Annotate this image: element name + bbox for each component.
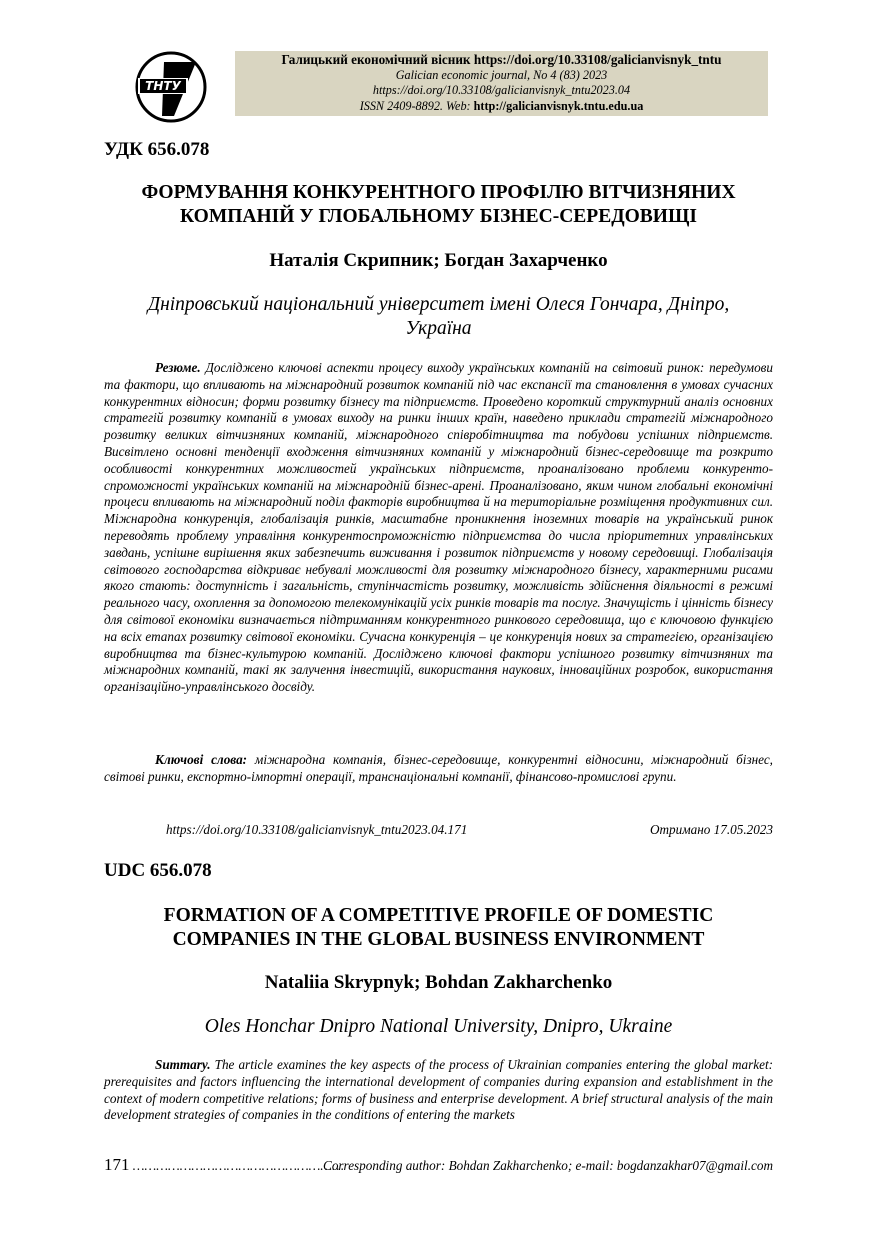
title-en-line1: FORMATION OF A COMPETITIVE PROFILE OF DOMESTIC	[163, 905, 714, 926]
keywords-ua	[104, 752, 773, 786]
udc-en: UDC 656.078	[104, 860, 212, 881]
journal-logo	[134, 50, 208, 124]
affiliation-ua: Дніпровський національний університет імені Олеся Гончара, Дніпро, Україна	[147, 294, 730, 339]
summary-en-label: Summary.	[155, 1057, 211, 1072]
journal-header	[235, 51, 768, 116]
corresponding-author: Corresponding author: Bohdan Zakharchenko; e-mail: bogdanzakhar07@gmail.com	[323, 1158, 773, 1173]
logo-text: ТНТУ	[145, 79, 181, 93]
journal-header-line4	[235, 99, 768, 115]
page-footer	[104, 1155, 773, 1175]
title-en-line2: COMPANIES IN THE GLOBAL BUSINESS ENVIRONMENT	[172, 929, 705, 950]
authors-en: Nataliia Skrypnyk; Bohdan Zakharchenko	[264, 972, 613, 993]
udc-ua: УДК 656.078	[104, 139, 210, 160]
article-doi-link[interactable]: https://doi.org/10.33108/galicianvisnyk_tntu2023.04.171	[166, 822, 468, 837]
footer-dots: ………………………………………………	[129, 1158, 344, 1173]
keywords-ua-label: Ключові слова:	[155, 752, 248, 767]
abstract-ua-label: Резюме.	[155, 360, 201, 375]
title-ua-line1: ФОРМУВАННЯ КОНКУРЕНТНОГО ПРОФІЛЮ ВІТЧИЗНЯНИХ	[141, 182, 736, 203]
journal-header-line3: https://doi.org/10.33108/galicianvisnyk_tntu2023.04	[372, 83, 631, 97]
page-number: 171	[104, 1155, 130, 1174]
summary-en	[104, 1057, 773, 1124]
journal-header-line1: Галицький економічний вісник https://doi.org/10.33108/galicianvisnyk_tntu	[281, 52, 722, 67]
abstract-ua	[104, 360, 773, 696]
title-en	[104, 904, 773, 952]
received-date: Отримано 17.05.2023	[649, 822, 773, 837]
issn-label: ISSN 2409-8892. Web:	[359, 98, 474, 113]
authors-ua: Наталія Скрипник; Богдан Захарченко	[269, 250, 608, 271]
abstract-ua-text: Досліджено ключові аспекти процесу виходу українських компаній на світовий ринок: передумови та фактори, що впливають на міжнародний розвиток компаній під час експансії та становлення в умовах сучасних конкурентних відносин; форми розвитку бізнесу та підприємств. Проведено короткий структурний аналіз основних стратегій розвитку компаній в умовах виходу на ринки інших країн, наведено приклади стратегій міжнародного розвитку великих вітчизняних компаній, міжнародного співробітництва та побудови успішних підприємств. Висвітлено основні тенденції входження вітчизняних компаній у міжнародний бізнес-середовище та розкрито особливості конкурентних можливостей українських підприємств, проаналізовано проблеми конкуренто-спроможності українських компаній на міжнародній бізнес-арені. Проаналізовано, яким чином глобальні економічні процеси впливають на міжнародний поділ факторів виробництва й на територіальне розміщення продуктивних сил. Міжнародна конкуренція, глобалізація ринків, масштабне проникнення іноземних товарів на український ринок переводять проблему управління конкурентоспроможністю підприємства до числа пріоритетних управлінських завдань, успішне вирішення яких забезпечить виживання і розвиток підприємств у новому середовищі. Глобалізація світового господарства відкриває небувалі можливості для розвитку міжнародного бізнесу, характерними рисами якого стають: доступність і загальність, ступінчастість розвитку, можливість здійснення діяльності в режимі реального часу, охоплення за допомогою телекомунікацій усіх ринків товарів та послуг. Значущість і цінність бізнесу для світової економіки визначається підтриманням конкурентного ринкового середовища, що є ключовою функцією на всіх етапах розвитку світової економіки. Сучасна конкуренція – це конкуренція нових за стратегією, організацією виробництва та бізнес-культурою компаній. Досліджено ключові фактори успішного розвитку вітчизняних та міжнародних компаній, такі як залучення інвестицій, використання наукових, інноваційних розробок, використання організаційно-управлінського досвіду.	[104, 360, 773, 695]
title-ua	[104, 181, 773, 229]
summary-en-text: The article examines the key aspects of the process of Ukrainian companies entering the global market: prerequisites and factors influencing the international development of companies during expansion and establishment in the context of modern competitive relations; forms of business and enterprise development. A brief structural analysis of the main development strategies of companies in the conditions of entering the markets	[104, 1057, 773, 1123]
journal-web-link[interactable]: http://galicianvisnyk.tntu.edu.ua	[473, 98, 644, 113]
title-ua-line2: КОМПАНІЙ У ГЛОБАЛЬНОМУ БІЗНЕС-СЕРЕДОВИЩІ	[180, 206, 697, 227]
journal-header-line2: Galician economic journal, No 4 (83) 2023	[395, 67, 608, 82]
keywords-ua-text: міжнародна компанія, бізнес-середовище, конкурентні відносини, міжнародний бізнес, світові ринки, експортно-імпортні операції, транснаціональні компанії, фінансово-промислові групи.	[104, 752, 773, 784]
affiliation-en: Oles Honchar Dnipro National University, Dnipro, Ukraine	[204, 1016, 673, 1037]
